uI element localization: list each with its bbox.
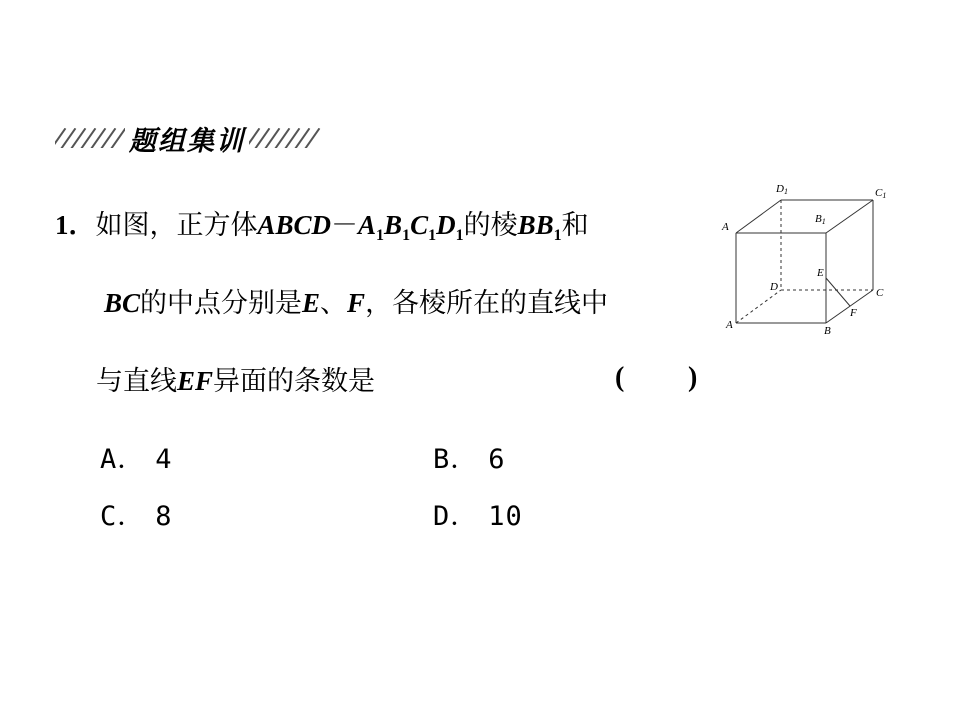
decorative-slashes-right bbox=[249, 128, 321, 148]
label-c1: C1 bbox=[875, 187, 887, 200]
label-b1: B1 bbox=[815, 213, 826, 226]
cube-figure bbox=[718, 178, 898, 340]
section-title: 题组集训 bbox=[129, 125, 245, 157]
edge-b1-c1 bbox=[826, 200, 873, 233]
question-line-3 bbox=[96, 361, 375, 402]
option-c[interactable] bbox=[100, 494, 173, 533]
option-letter: C． bbox=[100, 501, 146, 532]
label-d1: D1 bbox=[776, 183, 788, 196]
question-line-2 bbox=[104, 283, 608, 324]
label-b: B bbox=[824, 325, 831, 337]
section-header bbox=[55, 118, 321, 158]
option-letter: B． bbox=[433, 444, 479, 475]
question-number: 1． bbox=[55, 210, 96, 240]
option-value: 6 bbox=[488, 444, 506, 475]
question-text: ，各棱所在的直线中 bbox=[365, 288, 609, 319]
label-e: E bbox=[817, 267, 824, 279]
decorative-slashes-left bbox=[55, 128, 125, 148]
label-d: D bbox=[770, 281, 778, 293]
question-text: 的中点分别是 bbox=[140, 288, 303, 319]
question-text: 的棱 bbox=[463, 210, 518, 241]
question-text: 和 bbox=[561, 210, 589, 241]
math-f: F bbox=[347, 288, 366, 318]
option-b[interactable] bbox=[433, 437, 506, 476]
question-text: 与直线 bbox=[96, 366, 177, 397]
math-e: E bbox=[302, 288, 321, 318]
question-line-1 bbox=[55, 205, 589, 256]
option-a[interactable] bbox=[100, 437, 173, 476]
option-value: 8 bbox=[155, 501, 173, 532]
option-letter: A． bbox=[100, 444, 146, 475]
option-value: 10 bbox=[488, 501, 523, 532]
math-dash: － bbox=[331, 210, 359, 241]
hidden-edge-a-d bbox=[736, 290, 781, 323]
math-cube-base: ABCD bbox=[257, 210, 332, 240]
label-c: C bbox=[876, 287, 884, 299]
math-bc: BC bbox=[104, 288, 141, 318]
option-d[interactable] bbox=[433, 494, 523, 533]
math-edge-bb1: $BB_1$ bbox=[517, 210, 562, 244]
answer-paren-left: ( bbox=[615, 362, 625, 393]
option-value: 4 bbox=[155, 444, 173, 475]
answer-paren-right: ) bbox=[688, 362, 698, 393]
question-text: 、 bbox=[320, 288, 348, 319]
question-text: 异面的条数是 bbox=[213, 366, 376, 397]
edge-a1-d1 bbox=[736, 200, 781, 233]
label-a: A bbox=[726, 319, 733, 331]
label-f: F bbox=[850, 307, 857, 319]
math-cube-top: $A_1B_1C_1D_1$ bbox=[358, 210, 464, 244]
question-text: 如图，正方体 bbox=[95, 210, 258, 241]
math-ef: EF bbox=[177, 366, 214, 396]
label-a1: A bbox=[722, 221, 729, 233]
segment-ef bbox=[826, 278, 850, 306]
option-letter: D． bbox=[433, 501, 479, 532]
